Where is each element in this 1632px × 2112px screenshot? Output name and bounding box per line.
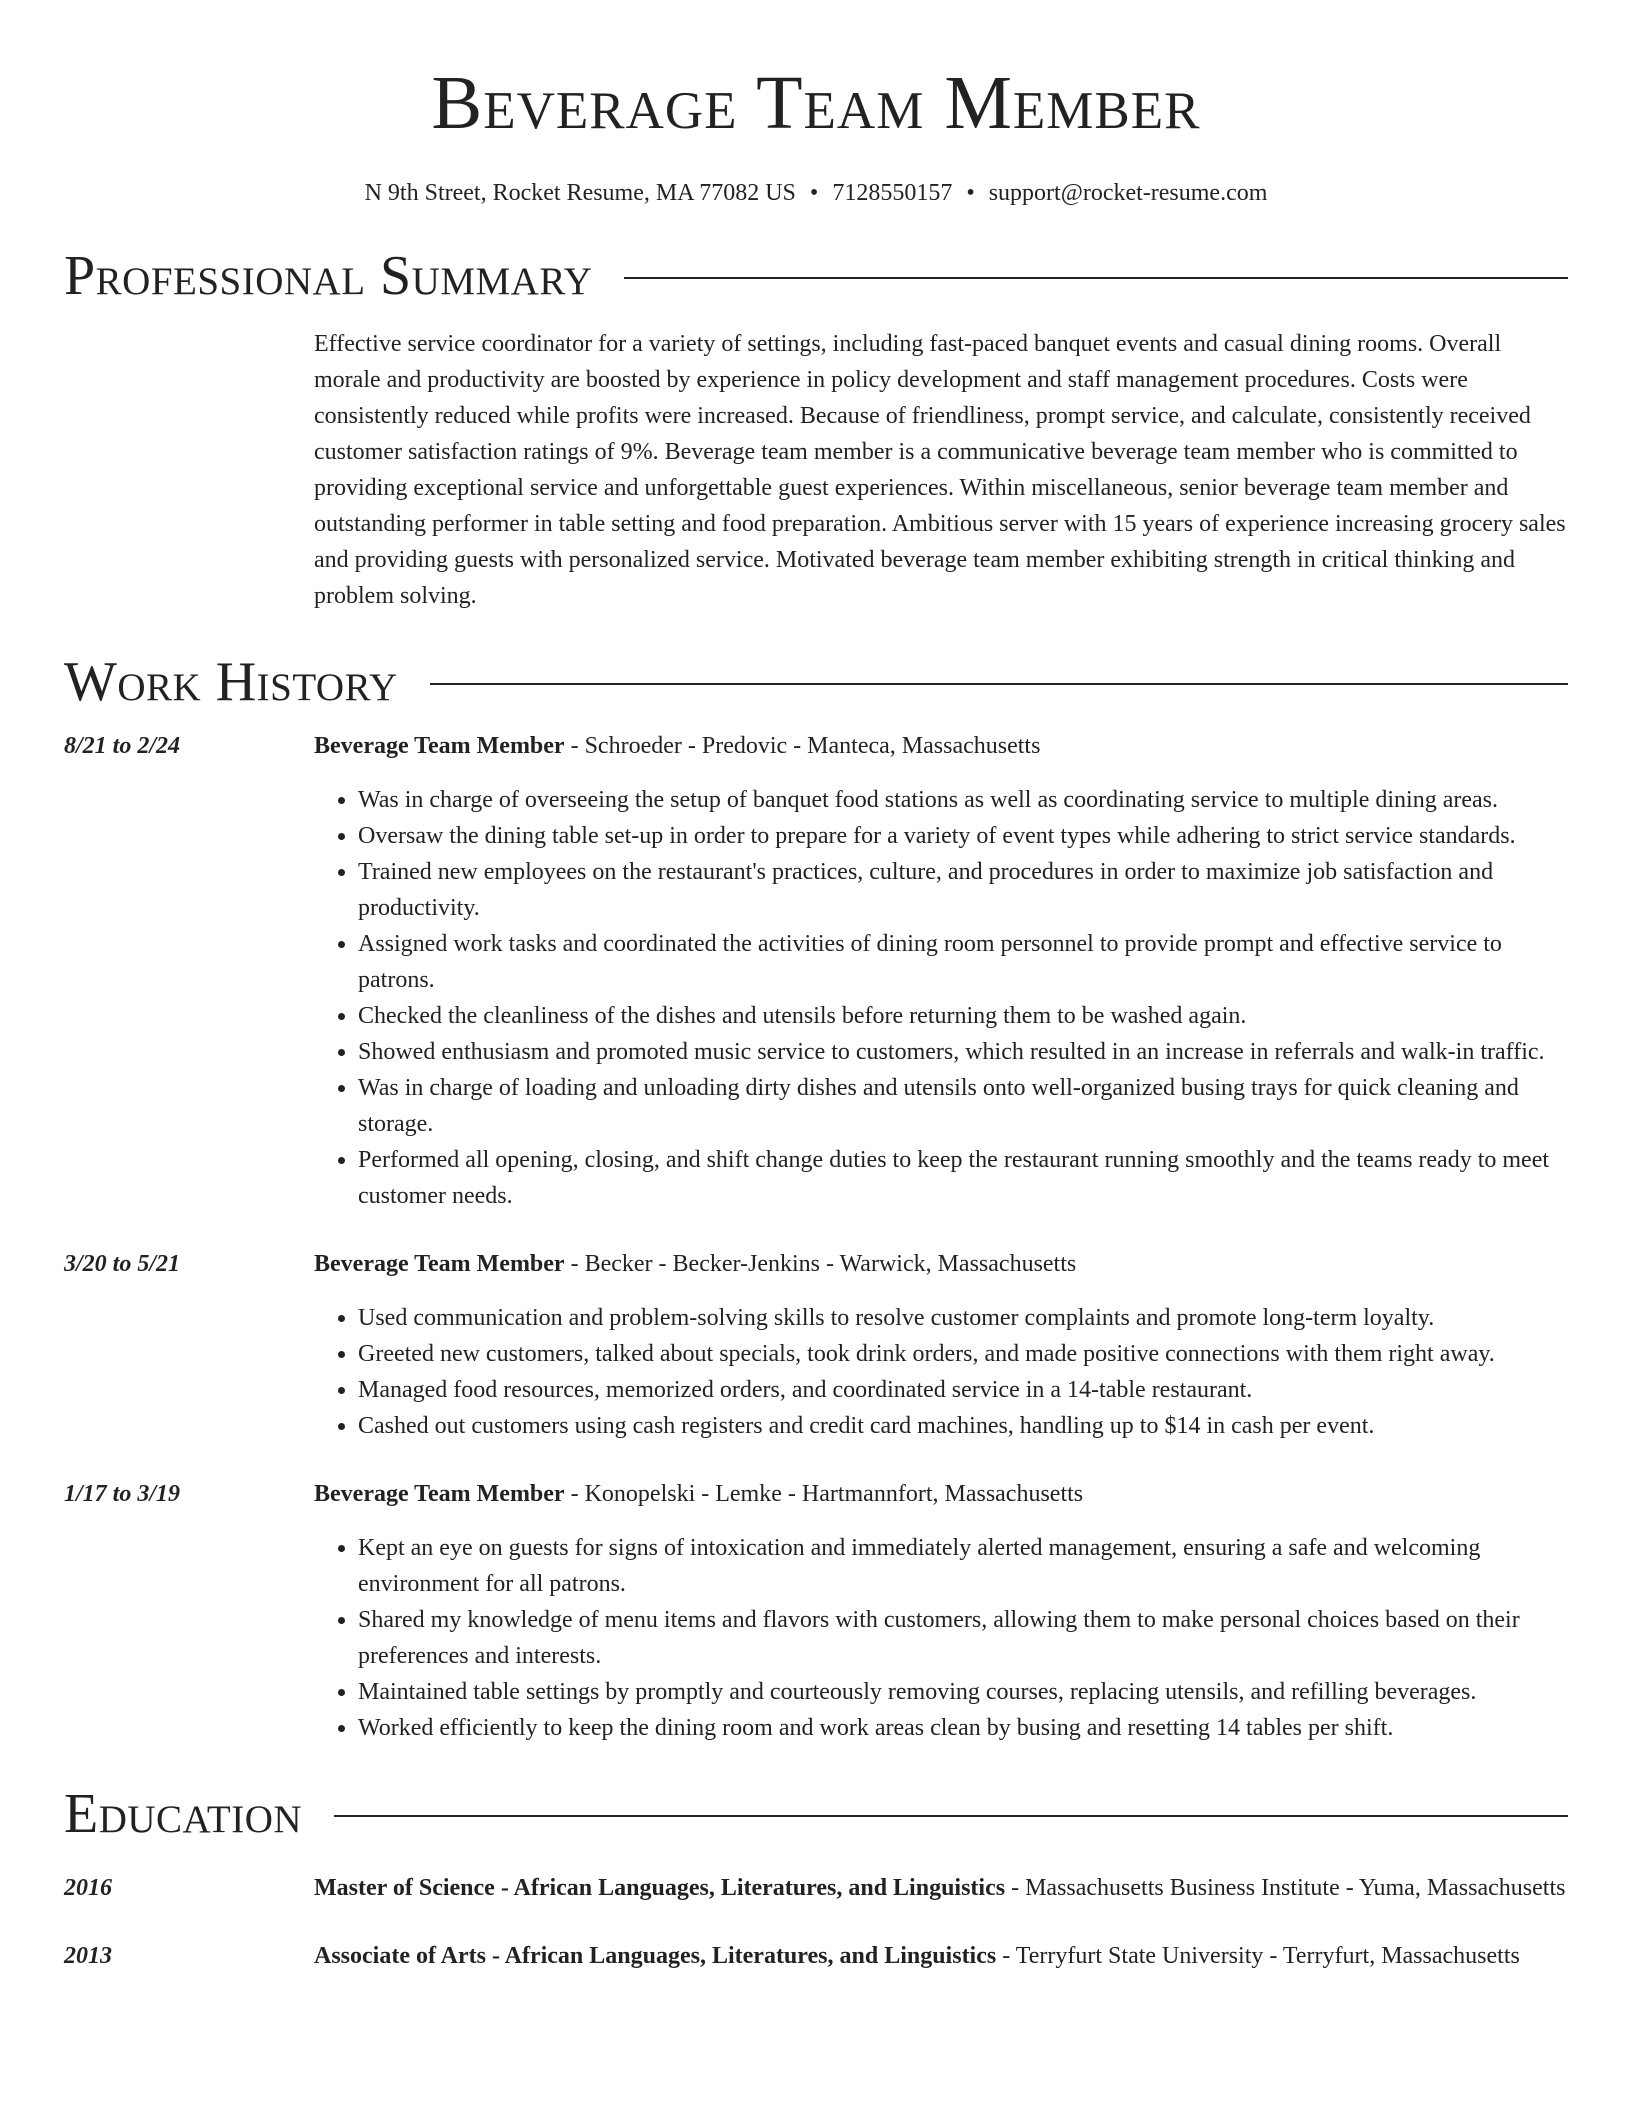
job-bullet: • Was in charge of overseeing the setup of banquet food stations as well as coordinating service to multiple dining areas.: [358, 782, 1568, 818]
education-entry: [64, 1868, 1568, 1908]
education-year: 2016: [64, 1875, 112, 1901]
education-degree: Master of Science - African Languages, Literatures, and Linguistics: [314, 1875, 1006, 1901]
education-heading: Education: [64, 1783, 303, 1845]
job-bullet: • Used communication and problem-solving skills to resolve customer complaints and promote long-term loyalty.: [358, 1300, 1568, 1336]
contact-separator: •: [966, 180, 975, 206]
contact-separator: •: [809, 180, 819, 206]
contact-address: N 9th Street, Rocket Resume, MA 77082 US: [364, 180, 796, 206]
education-entry: [64, 1936, 1568, 1976]
job-bullet: • Trained new employees on the restaurant's practices, culture, and procedures in order to maximize job satisfaction and productivity.: [358, 854, 1568, 926]
job-bullets: [314, 782, 1568, 1214]
job-bullet: • Worked efficiently to keep the dining room and work areas clean by busing and resetting 14 tables per shift.: [358, 1710, 1568, 1746]
job-bullet: • Shared my knowledge of menu items and flavors with customers, allowing them to make personal choices based on their preferences and interests.: [358, 1602, 1568, 1674]
job-bullet: • Performed all opening, closing, and shift change duties to keep the restaurant running smoothly and the teams ready to meet customer needs.: [358, 1142, 1568, 1214]
job-title: Beverage Team Member: [314, 1481, 565, 1507]
education-year: 2013: [64, 1943, 112, 1969]
job-bullet: • Assigned work tasks and coordinated the activities of dining room personnel to provide prompt and effective service to patrons.: [358, 926, 1568, 998]
job-bullet: • Was in charge of loading and unloading dirty dishes and utensils onto well-organized busing trays for quick cleaning and storage.: [358, 1070, 1568, 1142]
education-degree: Associate of Arts - African Languages, Literatures, and Linguistics: [314, 1943, 997, 1969]
summary-heading: Professional Summary: [64, 245, 593, 307]
summary-text: Effective service coordinator for a variety of settings, including fast-paced banquet events and casual dining rooms. Overall morale and productivity are boosted by experience in policy development and staff management procedures. Costs were consistently reduced while profits were increased. Because of friendliness, prompt service, and calculate, consistently received customer satisfaction ratings of 9%. Beverage team member is a communicative beverage team member who is committed to providing exceptional service and unforgettable guest experiences. Within miscellaneous, senior beverage team member and outstanding performer in table setting and food preparation. Ambitious server with 15 years of experience increasing grocery sales and providing guests with personalized service. Motivated beverage team member exhibiting strength in critical thinking and problem solving.: [314, 331, 1566, 609]
job-entry: [64, 1246, 1568, 1444]
work-section-header: [64, 650, 1568, 714]
job-body: [314, 728, 1568, 1214]
job-bullets: [314, 1530, 1568, 1746]
section-divider: [334, 1815, 1568, 1817]
job-heading: [314, 1476, 1568, 1512]
section-divider: [624, 277, 1568, 279]
job-details: - Konopelski - Lemke - Hartmannfort, Massachusetts: [564, 1481, 1084, 1507]
job-heading: [314, 728, 1568, 764]
summary-section-header: [64, 244, 1568, 308]
job-details: - Becker - Becker-Jenkins - Warwick, Massachusetts: [564, 1251, 1077, 1277]
job-entry: [64, 728, 1568, 1214]
job-bullet: • Cashed out customers using cash registers and credit card machines, handling up to $14 in cash per event.: [358, 1408, 1568, 1444]
job-bullet: • Managed food resources, memorized orders, and coordinated service in a 14-table restaurant.: [358, 1372, 1568, 1408]
job-bullet: • Maintained table settings by promptly and courteously removing courses, replacing utensils, and refilling beverages.: [358, 1674, 1568, 1710]
job-dates: 1/17 to 3/19: [64, 1481, 181, 1507]
contact-line: [64, 178, 1568, 208]
contact-email: support@rocket-resume.com: [988, 180, 1268, 206]
job-bullet: • Oversaw the dining table set-up in order to prepare for a variety of event types while adhering to strict service standards.: [358, 818, 1568, 854]
candidate-name: Beverage Team Member: [431, 61, 1201, 145]
job-bullets: [314, 1300, 1568, 1444]
section-divider: [430, 683, 1568, 685]
job-bullet: • Greeted new customers, talked about specials, took drink orders, and made positive connections with them right away.: [358, 1336, 1568, 1372]
job-heading: [314, 1246, 1568, 1282]
job-details: - Schroeder - Predovic - Manteca, Massachusetts: [564, 733, 1041, 759]
job-title: Beverage Team Member: [314, 733, 565, 759]
job-dates: 8/21 to 2/24: [64, 733, 181, 759]
job-entry: [64, 1476, 1568, 1746]
job-body: [314, 1476, 1568, 1746]
education-details: - Terryfurt State University - Terryfurt, Massachusetts: [996, 1943, 1520, 1969]
job-body: [314, 1246, 1568, 1444]
job-bullet: • Checked the cleanliness of the dishes and utensils before returning them to be washed again.: [358, 998, 1568, 1034]
job-bullet: • Showed enthusiasm and promoted music service to customers, which resulted in an increase in referrals and walk-in traffic.: [358, 1034, 1568, 1070]
education-section-header: [64, 1782, 1568, 1846]
work-heading: Work History: [64, 651, 398, 713]
education-details: - Massachusetts Business Institute - Yuma, Massachusetts: [1005, 1875, 1566, 1901]
job-title: Beverage Team Member: [314, 1251, 565, 1277]
job-dates: 3/20 to 5/21: [64, 1251, 181, 1277]
job-bullet: • Kept an eye on guests for signs of intoxication and immediately alerted management, ensuring a safe and welcoming environment for all patrons.: [358, 1530, 1568, 1602]
education-body: [314, 1868, 1568, 1908]
education-body: [314, 1936, 1568, 1976]
summary-row: [64, 326, 1568, 614]
contact-phone: 7128550157: [832, 180, 953, 206]
